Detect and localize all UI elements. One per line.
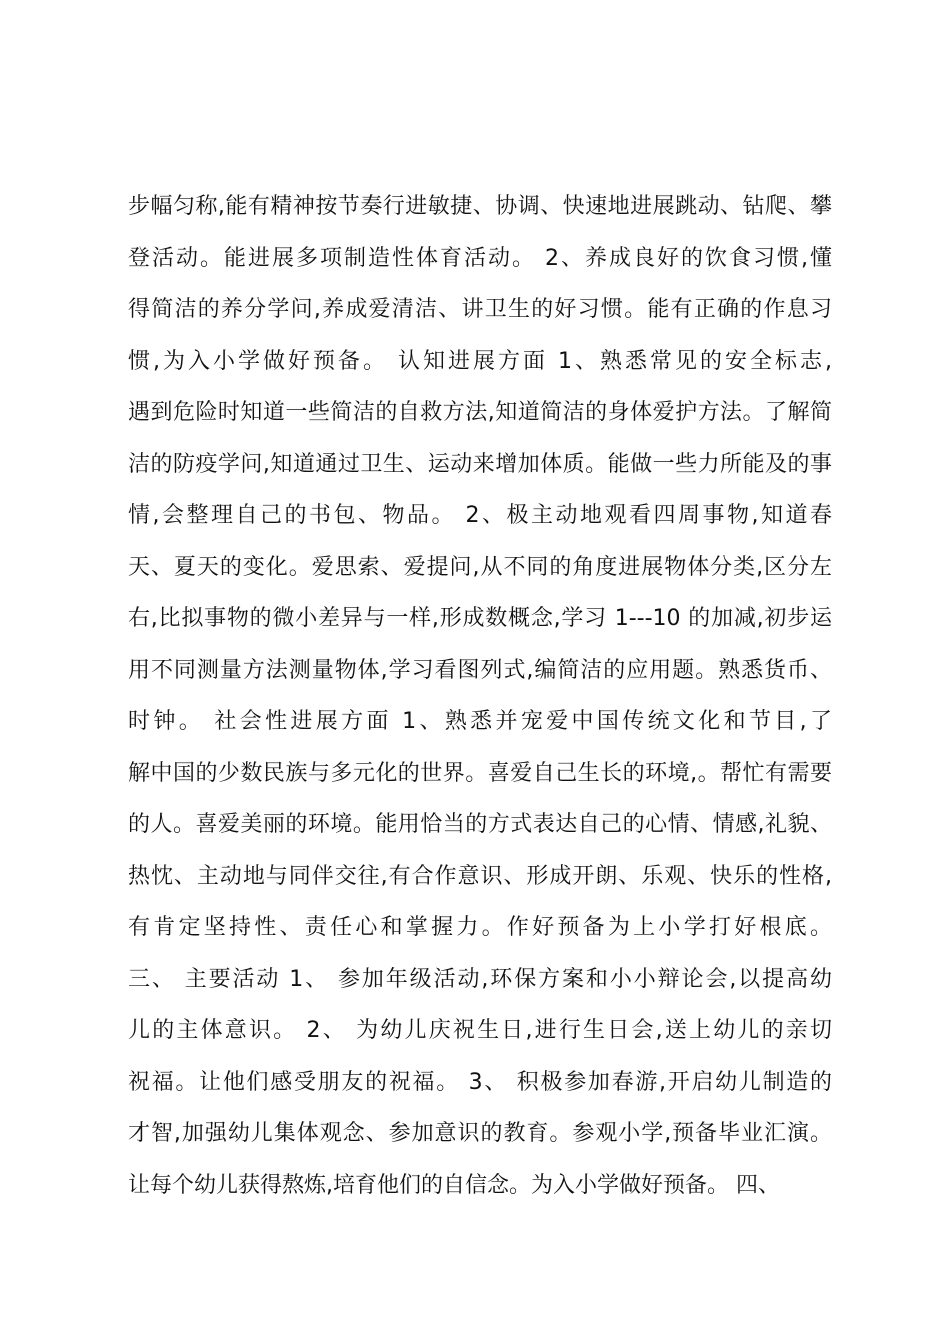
text-line: 惯,为入小学做好预备。 认知进展方面 1、熟悉常见的安全标志, <box>128 348 832 374</box>
text-line: 解中国的少数民族与多元化的世界。喜爱自己生长的环境,。帮忙有需要 <box>128 760 832 786</box>
text-line: 三、 主要活动 1、 参加年级活动,环保方案和小小辩论会,以提高幼 <box>128 966 832 992</box>
text-line: 时钟。 社会性进展方面 1、熟悉并宠爱中国传统文化和节目,了 <box>128 709 832 734</box>
text-line: 让每个幼儿获得熬炼,培育他们的自信念。为入小学做好预备。 四、 <box>128 1172 780 1198</box>
text-line: 洁的防疫学问,知道通过卫生、运动来增加体质。能做一些力所能及的事 <box>128 451 832 477</box>
text-line: 得简洁的养分学问,养成爱清洁、讲卫生的好习惯。能有正确的作息习 <box>128 297 832 322</box>
text-line: 登活动。能进展多项制造性体育活动。 2、养成良好的饮食习惯,懂 <box>128 245 832 271</box>
text-line: 祝福。让他们感受朋友的祝福。 3、 积极参加春游,开启幼儿制造的 <box>128 1069 832 1095</box>
text-line: 热忱、主动地与同伴交往,有合作意识、形成开朗、乐观、快乐的性格, <box>128 863 832 889</box>
text-line: 右,比拟事物的微小差异与一样,形成数概念,学习 1---10 的加减,初步运 <box>128 606 832 631</box>
text-line: 情,会整理自己的书包、物品。 2、极主动地观看四周事物,知道春 <box>128 503 832 528</box>
body-text <box>128 181 832 1211</box>
text-line: 儿的主体意识。 2、 为幼儿庆祝生日,进行生日会,送上幼儿的亲切 <box>128 1018 832 1043</box>
text-line: 天、夏天的变化。爱思索、爱提问,从不同的角度进展物体分类,区分左 <box>128 554 832 580</box>
text-line: 才智,加强幼儿集体观念、参加意识的教育。参观小学,预备毕业汇演。 <box>128 1121 832 1146</box>
text-line: 遇到危险时知道一些简洁的自救方法,知道简洁的身体爱护方法。了解简 <box>128 400 832 425</box>
text-line: 有肯定坚持性、责任心和掌握力。作好预备为上小学打好根底。 <box>128 915 832 940</box>
text-line: 的人。喜爱美丽的环境。能用恰当的方式表达自己的心情、情感,礼貌、 <box>128 812 832 837</box>
text-line: 用不同测量方法测量物体,学习看图列式,编简洁的应用题。熟悉货币、 <box>128 657 832 683</box>
text-line: 步幅匀称,能有精神按节奏行进敏捷、协调、快速地进展跳动、钻爬、攀 <box>128 194 832 219</box>
